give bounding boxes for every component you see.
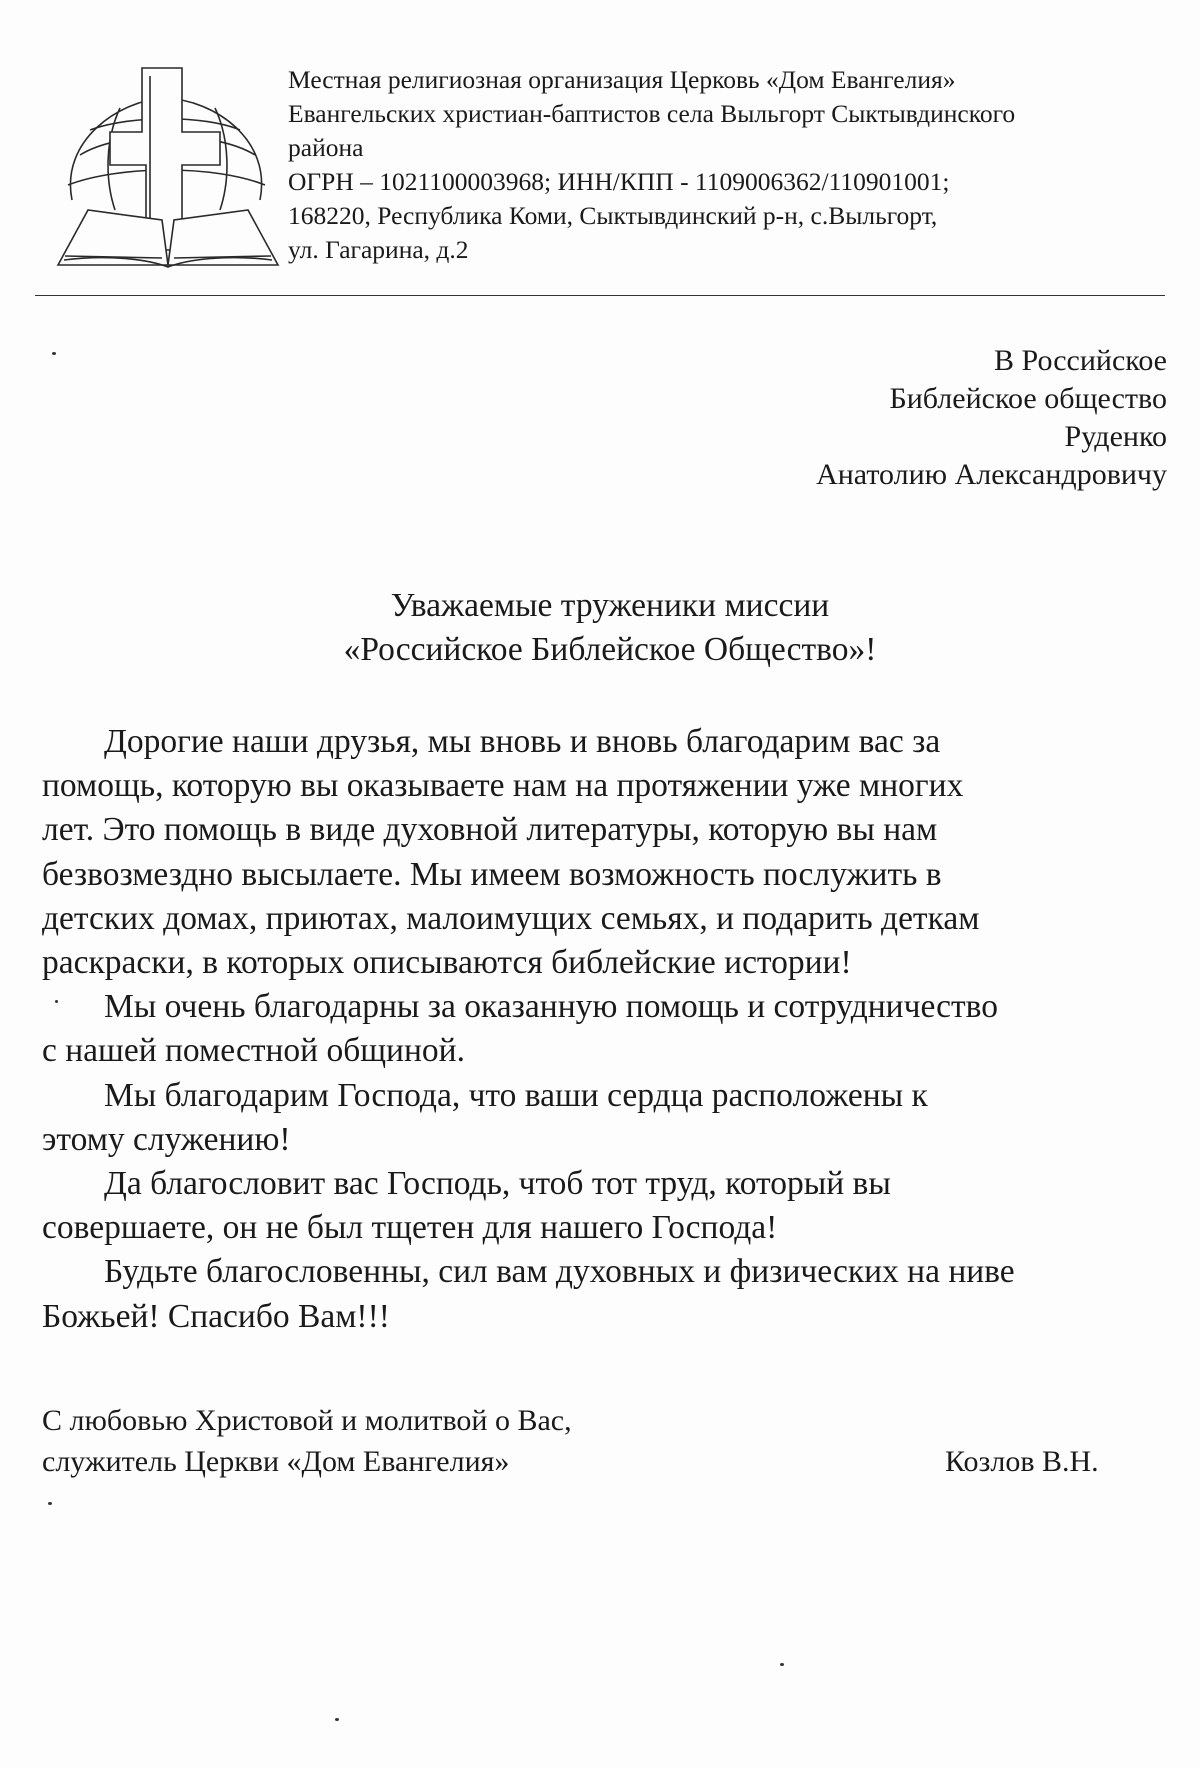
body-line: раскраски, в которых описываются библейские истории! <box>42 944 852 982</box>
header-divider <box>35 295 1165 296</box>
cross-globe-bible-icon <box>50 60 280 270</box>
addressee-line: Библейское общество <box>889 382 1167 415</box>
org-registration-line: ОГРН – 1021100003968; ИНН/КПП - 1109006362/110901001; <box>288 167 950 196</box>
body-line: этому служению! <box>42 1120 291 1158</box>
addressee-line: Анатолию Александровичу <box>816 458 1167 491</box>
greeting-line: «Российское Библейское Общество»! <box>343 631 877 668</box>
greeting-line: Уважаемые труженики миссии <box>390 587 830 624</box>
letterhead <box>45 55 1155 285</box>
body-line: детских домах, приютах, малоимущих семьях, и подарить деткам <box>42 899 980 937</box>
greeting <box>0 584 1200 672</box>
body-line: Да благословит вас Господь, чтоб тот труд, который вы <box>104 1165 891 1203</box>
closing-line: служитель Церкви «Дом Евангелия» <box>42 1445 510 1478</box>
body-line: Будьте благословенны, сил вам духовных и физических на ниве <box>104 1253 1015 1291</box>
body-line: помощь, которую вы оказываете нам на протяжении уже многих <box>42 767 964 805</box>
body-line: с нашей поместной общиной. <box>42 1032 465 1070</box>
body-line: Мы благодарим Господа, что ваши сердца расположены к <box>104 1076 928 1114</box>
closing-line: С любовью Христовой и молитвой о Вас, <box>42 1404 572 1437</box>
body-line: Дорогие наши друзья, мы вновь и вновь благодарим вас за <box>104 723 941 760</box>
org-address-line: 168220, Республика Коми, Сыктывдинский р-н, с.Выльгорт, <box>288 201 938 230</box>
org-line: Евангельских христиан-баптистов села Выльгорт Сыктывдинского <box>288 99 1016 128</box>
org-line: Местная религиозная организация Церковь «Дом Евангелия» <box>288 65 956 94</box>
addressee-line: Руденко <box>1064 420 1167 453</box>
signer-name: Козлов В.Н. <box>945 1445 1099 1478</box>
body-line: совершаете, он не был тщетен для нашего Господа! <box>42 1209 778 1247</box>
body-line: Мы очень благодарны за оказанную помощь и сотрудничество <box>104 988 998 1026</box>
org-address-line: ул. Гагарина, д.2 <box>288 235 469 264</box>
scan-speck <box>48 1502 52 1505</box>
addressee-block <box>816 342 1167 494</box>
scan-speck <box>335 1718 339 1721</box>
scan-speck <box>780 1663 784 1666</box>
closing-block <box>42 1400 572 1482</box>
church-logo <box>50 60 280 270</box>
body-line: лет. Это помощь в виде духовной литературы, которую вы нам <box>42 811 938 849</box>
letter-body <box>42 720 1172 1339</box>
body-line: Божьей! Спасибо Вам!!! <box>42 1297 390 1335</box>
scan-speck <box>55 1000 58 1003</box>
scan-speck <box>52 352 56 355</box>
addressee-line: В Российское <box>994 344 1167 377</box>
org-line: района <box>288 133 364 162</box>
body-line: безвозмездно высылаете. Мы имеем возможность послужить в <box>42 855 942 893</box>
organization-details <box>288 63 1200 267</box>
